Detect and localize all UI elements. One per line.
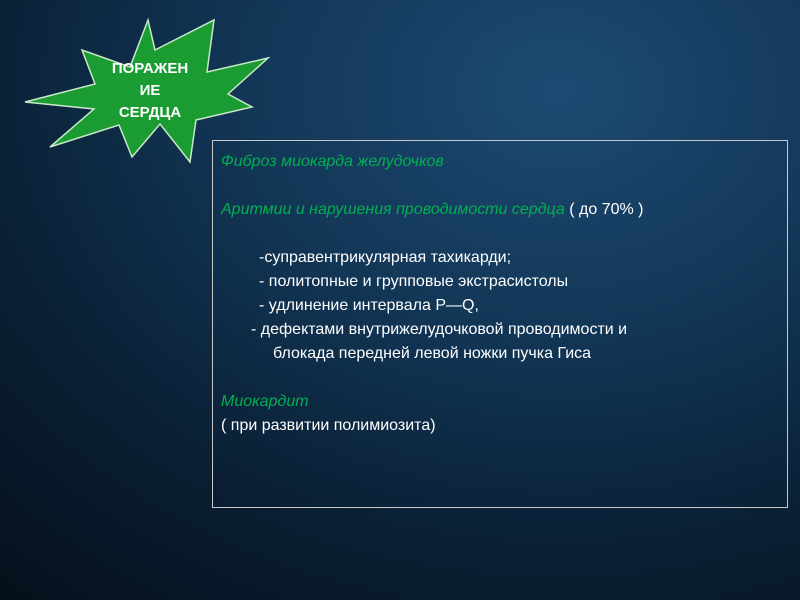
list-item: -суправентрикулярная тахикарди; xyxy=(259,249,512,266)
heading-fibrosis: Фиброз миокарда желудочков xyxy=(221,153,444,170)
burst-label-line2: ИЕ xyxy=(139,82,161,99)
heading-myocarditis: Миокардит xyxy=(221,393,309,410)
burst-label-line3: СЕРДЦА xyxy=(118,104,182,121)
burst-label-line1: ПОРАЖЕН xyxy=(111,60,189,77)
list-item: - удлинение интервала P—Q, xyxy=(259,297,479,314)
spacer xyxy=(221,222,781,246)
myocarditis-note: ( при развитии полимиозита) xyxy=(221,417,436,434)
heading-arrhythmia-line xyxy=(221,198,781,222)
arrhythmia-percentage: ( до 70% ) xyxy=(564,201,644,218)
spacer xyxy=(221,174,781,198)
burst-label xyxy=(95,58,205,124)
heading-arrhythmia: Аритмии и нарушения проводимости сердца xyxy=(221,201,565,218)
list-item: - политопные и групповые экстрасистолы xyxy=(259,273,569,290)
content-text xyxy=(221,150,781,438)
list-item: - дефектами внутрижелудочковой проводимости и xyxy=(251,321,628,338)
list-item-continuation: блокада передней левой ножки пучка Гиса xyxy=(273,345,592,362)
spacer xyxy=(221,366,781,390)
